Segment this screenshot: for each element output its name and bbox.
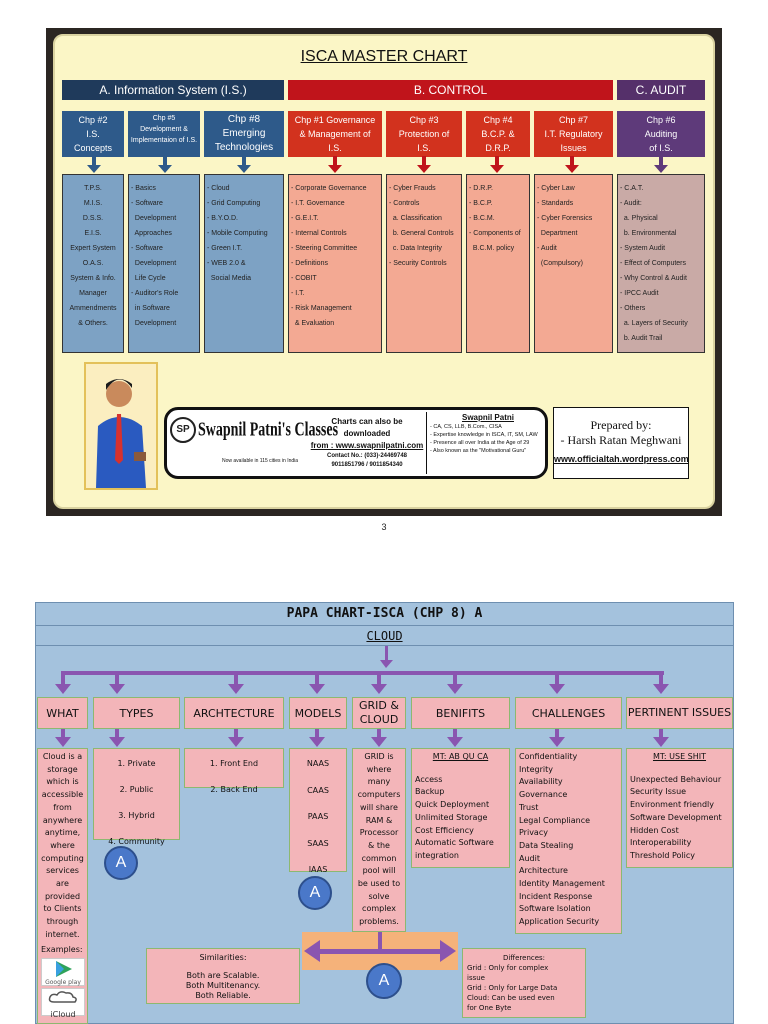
chapter-line: B.C.P. &: [481, 129, 515, 139]
what-line: accessible: [41, 790, 84, 800]
topic-item: - Software: [131, 245, 163, 252]
topic-item: (Compulsory): [537, 260, 583, 267]
difference-item: issue: [467, 974, 485, 982]
papa-subtitle: CLOUD: [35, 626, 734, 646]
chapter-line: Emerging: [222, 128, 266, 139]
topics-chp4: [466, 174, 530, 353]
grid-line: problems.: [359, 917, 399, 927]
what-line: through: [46, 917, 79, 927]
grid-line: RAM &: [365, 815, 393, 825]
benefits-column: [411, 748, 510, 868]
grid-line: common: [361, 853, 397, 863]
chapter-number: Chp #3: [409, 115, 439, 125]
chapter-number: Chp #1 Governance: [294, 115, 376, 125]
grid-line: GRID is: [364, 752, 394, 761]
section-audit-band: C. AUDIT: [617, 80, 705, 100]
benefit-item: Cost Efficiency: [415, 825, 474, 835]
grid-line: Processor: [359, 828, 399, 838]
section-control-band: B. CONTROL: [288, 80, 613, 100]
type-item: 3. Hybrid: [118, 811, 155, 820]
topic-item: - Grid Computing: [207, 200, 261, 207]
topic-item: - Auditor's Role: [131, 290, 179, 297]
chapter-line: I.S.: [328, 143, 342, 153]
topic-item: - WEB 2.0 &: [207, 260, 246, 267]
topic-item: B.C.M. policy: [469, 245, 515, 252]
chapter-line: & Management of: [299, 129, 371, 139]
topic-item: Expert System: [70, 245, 116, 252]
topic-item: Life Cycle: [131, 275, 166, 282]
topic-item: - Audit:: [620, 200, 642, 207]
topic-item: - Audit: [537, 245, 557, 252]
topic-item: b. General Controls: [389, 230, 454, 237]
header-architecture: ARCHTECTURE: [184, 697, 284, 729]
benefits-mnemonic: MT: AB QU CA: [432, 752, 489, 761]
circle-a-types: A: [104, 846, 138, 880]
architecture-item: 1. Front End: [209, 759, 259, 768]
topic-item: Department: [537, 230, 578, 237]
topic-item: - Controls: [389, 200, 420, 207]
topic-item: a. Physical: [620, 215, 658, 222]
similarity-item: Both are Scalable.: [186, 971, 260, 980]
what-line: computing: [41, 853, 84, 863]
differences-title: Differences:: [502, 954, 546, 962]
grid-line: many: [367, 777, 391, 787]
topics-chp3: [386, 174, 462, 353]
chapter-header-6: [617, 111, 705, 157]
difference-item: Cloud: Can be used even: [467, 994, 555, 1002]
cloud-icon: [42, 989, 84, 1005]
person-icon: [86, 364, 156, 488]
download-text: Charts can also be downloaded: [331, 417, 403, 438]
topic-item: - B.C.M.: [469, 215, 495, 222]
challenge-item: Privacy: [519, 828, 548, 838]
topics-chp6: [617, 174, 705, 353]
brand-name: Swapnil Patni's Classes: [198, 420, 339, 441]
chapter-header-5: [128, 111, 200, 157]
topic-item: T.P.S.: [84, 185, 102, 192]
header-what: WHAT: [37, 697, 88, 729]
model-item: NAAS: [306, 759, 330, 768]
challenge-item: Confidentiality: [519, 752, 578, 761]
difference-item: for One Byte: [467, 1004, 512, 1012]
topic-item: - D.R.P.: [469, 185, 493, 192]
circle-a-models: A: [298, 876, 332, 910]
topic-item: - Standards: [537, 200, 574, 207]
papa-row-arrows: [35, 729, 734, 749]
chapter-header-7: [534, 111, 613, 157]
chapter-line: D.R.P.: [485, 143, 511, 153]
topic-item: - Risk Management: [291, 305, 352, 312]
topic-item: - IPCC Audit: [620, 290, 659, 297]
what-line: are: [56, 879, 69, 889]
issue-item: Security Issue: [630, 787, 687, 797]
benefit-item: Quick Deployment: [415, 800, 490, 810]
topic-item: Manager: [79, 290, 107, 297]
topic-item: - Software: [131, 200, 163, 207]
issues-mnemonic: MT: USE SHIT: [652, 752, 707, 761]
bio-line: - Also known as the "Motivational Guru": [430, 448, 527, 454]
topic-item: - Components of: [469, 230, 521, 237]
topic-item: Development: [131, 215, 177, 222]
topic-item: Development: [131, 320, 177, 327]
chapter-number: Chp #6: [646, 115, 676, 125]
grid-column: [352, 748, 406, 932]
topic-item: Development: [131, 260, 177, 267]
chapter-arrows: [53, 156, 715, 176]
banner-divider: [426, 412, 427, 474]
chapter-line: Implementaion of I.S.: [130, 137, 198, 144]
grid-line: computers: [357, 790, 401, 800]
chapter-line: I.S.: [417, 143, 431, 153]
difference-item: Grid : Only for Large Data: [467, 984, 558, 992]
type-item: 4. Community: [108, 837, 165, 846]
topics-chp2: [62, 174, 124, 353]
grid-line: solve: [368, 891, 390, 901]
chapter-number: Chp #4: [483, 115, 513, 125]
papa-connectors: [35, 646, 734, 698]
chapter-line: Technologies: [214, 142, 274, 153]
chapter-line: of I.S.: [649, 143, 673, 153]
papa-title: PAPA CHART-ISCA (CHP 8) A: [35, 602, 734, 626]
challenge-item: Trust: [519, 802, 539, 812]
challenge-item: Governance: [519, 790, 568, 800]
chapter-line: I.T. Regulatory: [544, 129, 603, 139]
chapter-line: Auditing: [644, 129, 678, 139]
grid-line: where: [366, 764, 392, 774]
person-name: Swapnil Patni: [461, 413, 514, 422]
section-is-band: A. Information System (I.S.): [62, 80, 284, 100]
topic-item: - Others: [620, 305, 646, 312]
similarities-box: [146, 948, 300, 1004]
topic-item: - Cyber Law: [537, 185, 575, 192]
chapter-header-4: [466, 111, 530, 157]
topic-item: - Steering Committee: [291, 245, 358, 252]
issue-item: Hidden Cost: [630, 825, 679, 835]
topic-item: & Evaluation: [291, 320, 335, 327]
challenge-item: Integrity: [519, 764, 553, 774]
what-line: provided: [44, 891, 81, 901]
issue-item: Unexpected Behaviour: [630, 774, 722, 784]
brand-tagline: Now available in 115 cities in India: [222, 458, 299, 464]
topic-item: - Definitions: [291, 260, 328, 267]
topic-item: - Cyber Forensics: [537, 215, 593, 222]
header-pertinent-issues: PERTINENT ISSUES: [626, 697, 733, 729]
topics-chp1: [288, 174, 382, 353]
similarities-title: Similarities:: [199, 953, 247, 962]
what-line: anywhere: [42, 815, 83, 825]
topic-item: & Others.: [78, 320, 108, 327]
issue-item: Threshold Policy: [630, 850, 695, 860]
topic-item: - COBIT: [291, 275, 317, 282]
issue-item: Environment friendly: [630, 800, 714, 810]
challenge-item: Data Stealing: [519, 840, 574, 850]
isca-title: ISCA MASTER CHART: [300, 48, 468, 65]
topic-item: - Basics: [131, 185, 156, 192]
chapter-header-3: [386, 111, 462, 157]
benefit-item: integration: [415, 850, 459, 860]
grid-line: & the: [368, 840, 390, 850]
grid-line: complex: [362, 904, 396, 914]
challenge-item: Availability: [519, 777, 563, 787]
models-column: [289, 748, 347, 872]
chapter-line: Protection of: [398, 129, 450, 139]
challenge-item: Software Isolation: [519, 904, 591, 914]
type-item: 1. Private: [117, 759, 156, 768]
differences-box: [462, 948, 586, 1018]
topic-item: - Why Control & Audit: [620, 275, 687, 282]
similarity-item: Both Multitenancy.: [185, 981, 261, 990]
what-line: where: [50, 840, 75, 850]
sp-logo-icon: SP: [170, 417, 196, 443]
header-types: TYPES: [93, 697, 180, 729]
topic-item: - Cyber Frauds: [389, 185, 436, 192]
architecture-item: 2. Back End: [210, 785, 258, 794]
topic-item: E.I.S.: [84, 230, 102, 237]
topic-item: - G.E.I.T.: [291, 215, 319, 222]
challenge-item: Identity Management: [519, 879, 605, 889]
topics-chp5: [128, 174, 200, 353]
chapter-line: Concepts: [73, 143, 113, 153]
challenges-column: [515, 748, 622, 934]
topics-chp8: [204, 174, 284, 353]
benefit-item: Unlimited Storage: [415, 812, 488, 822]
issues-column: [626, 748, 733, 868]
what-line: services: [46, 866, 79, 876]
what-line: which is: [46, 777, 79, 787]
chapter-number: Chp #5: [152, 115, 176, 122]
header-challenges: CHALLENGES: [515, 697, 622, 729]
presenter-photo: [84, 362, 158, 490]
type-item: 2. Public: [119, 785, 154, 794]
topic-item: System & Info.: [70, 275, 116, 282]
topic-item: - Effect of Computers: [620, 260, 687, 267]
circle-a-grid: A: [366, 963, 402, 999]
what-line: to Clients: [43, 904, 82, 914]
model-item: SAAS: [307, 838, 329, 848]
chapter-line: I.S.: [86, 129, 100, 139]
types-column: [93, 748, 180, 846]
chapter-number: Chp #8: [227, 114, 261, 125]
challenge-item: Audit: [519, 853, 540, 863]
bio-line: - Presence all over India at the Age of 29: [430, 440, 530, 446]
model-item: PAAS: [307, 812, 329, 821]
benefit-item: Backup: [415, 787, 445, 797]
topic-item: - Mobile Computing: [207, 230, 268, 237]
benefit-item: Automatic Software: [415, 838, 494, 848]
topic-item: - Cloud: [207, 185, 230, 192]
challenge-item: Application Security: [519, 917, 600, 927]
topic-item: - B.Y.O.D.: [207, 215, 238, 222]
contact-number: Contact No.: (033)-24469748: [326, 453, 408, 459]
issue-item: Interoperability: [630, 838, 692, 848]
topic-item: - I.T. Governance: [291, 200, 345, 207]
topic-item: - System Audit: [620, 245, 666, 252]
author-site-link[interactable]: www.officialtah.wordpress.com: [554, 454, 689, 464]
topic-item: D.S.S.: [82, 215, 104, 222]
grid-line: be used to: [357, 879, 401, 889]
bio-line: - Expertise knowledge in ISCA, IT, SM, LAW: [430, 432, 538, 438]
model-item: CAAS: [307, 785, 329, 795]
topic-item: b. Environmental: [620, 230, 677, 237]
icloud-icon: [41, 988, 85, 1019]
chapter-number: Chp #2: [78, 115, 108, 125]
what-column: [37, 748, 88, 1024]
topic-item: - B.C.P.: [469, 200, 493, 207]
bio-line: - CA, CS, LLB, B.Com., CISA: [430, 424, 502, 430]
play-logo-icon: [42, 959, 84, 977]
page-number: 3: [381, 522, 387, 532]
download-info: [308, 416, 426, 470]
topic-item: - Corporate Governance: [291, 185, 367, 192]
challenge-item: Architecture: [519, 866, 568, 876]
topic-item: - C.A.T.: [620, 185, 644, 192]
similarity-item: Both Reliable.: [195, 991, 251, 1000]
phone-numbers: 9011851796 / 9011854340: [331, 462, 403, 468]
header-grid-cloud: GRID & CLOUD: [352, 697, 406, 729]
chapter-line: Development &: [140, 126, 188, 133]
topic-item: Approaches: [131, 230, 172, 237]
prepared-by-box: [553, 407, 689, 479]
what-line: storage: [47, 764, 78, 774]
topic-item: - Green I.T.: [207, 245, 243, 252]
benefit-item: Access: [415, 774, 443, 784]
topic-item: O.A.S.: [82, 260, 104, 267]
what-line: Cloud is a: [42, 752, 83, 761]
chapter-header-1: [288, 111, 382, 157]
what-line: internet.: [45, 929, 80, 939]
topic-item: - Security Controls: [389, 260, 447, 267]
topic-item: c. Data Integrity: [389, 245, 442, 252]
topic-item: Ammendments: [69, 305, 117, 312]
google-play-icon: [41, 958, 85, 986]
chapter-number: Chp #7: [558, 115, 589, 125]
chapter-header-8: [204, 111, 284, 157]
topic-item: b. Audit Trail: [620, 335, 663, 342]
difference-item: Grid : Only for complex: [467, 964, 549, 972]
icloud-label: iCloud: [50, 1009, 76, 1019]
grid-line: will share: [360, 802, 398, 812]
person-bio: [430, 412, 546, 455]
chapter-line: Issues: [560, 143, 587, 153]
topic-item: M.I.S.: [83, 200, 103, 207]
topic-item: Social Media: [207, 275, 251, 282]
prepared-by-label: Prepared by:: [590, 418, 652, 432]
author-name: - Harsh Ratan Meghwani: [560, 433, 682, 447]
grid-line: pool will: [362, 866, 396, 876]
model-item: IAAS: [308, 865, 328, 874]
challenge-item: Legal Compliance: [519, 815, 591, 825]
architecture-column: [184, 748, 284, 794]
topic-item: - Internal Controls: [291, 230, 347, 237]
topic-item: a. Classification: [389, 215, 442, 222]
topics-chp7: [534, 174, 613, 353]
what-line: from: [53, 802, 72, 812]
header-models: MODELS: [289, 697, 347, 729]
chapter-header-2: [62, 111, 124, 157]
examples-label: Examples:: [41, 944, 83, 954]
what-line: anytime,: [44, 828, 81, 838]
topic-item: - I.T.: [291, 290, 305, 297]
challenge-item: Incident Response: [519, 891, 593, 901]
topic-item: a. Layers of Security: [620, 320, 688, 327]
website-link[interactable]: from : www.swapnilpatni.com: [310, 441, 424, 450]
issue-item: Software Development: [630, 812, 722, 822]
topic-item: in Software: [131, 305, 170, 312]
header-benefits: BENIFITS: [411, 697, 510, 729]
google-play-label: Google play: [45, 978, 81, 986]
